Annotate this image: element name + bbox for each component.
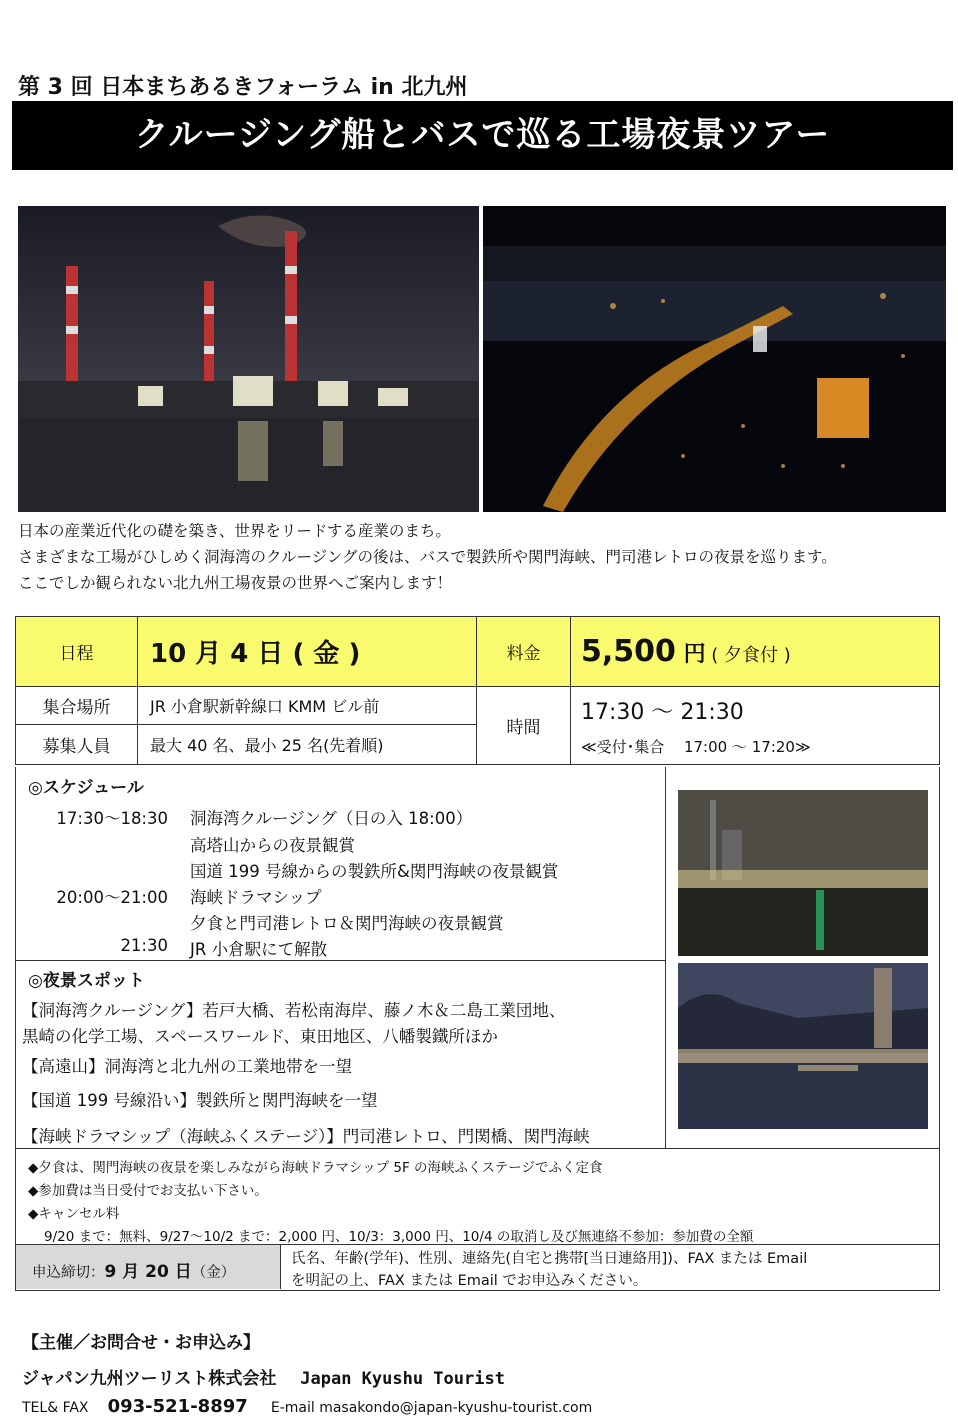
spots-line: 黒崎の化学工場、スペースワールド、東田地区、八幡製鐵所ほか: [22, 1027, 498, 1046]
time-value: 17:30 ～ 21:30: [581, 699, 744, 725]
schedule-item: 高塔山からの夜景観賞: [190, 836, 355, 855]
time-label: 時間: [477, 687, 571, 765]
capacity-value: 最大 40 名、最小 25 名(先着順): [138, 725, 477, 765]
schedule-divider: [665, 767, 666, 1149]
tour-title-banner: クルージング船とバスで巡る工場夜景ツアー: [12, 101, 953, 170]
company-name-ja: ジャパン九州ツーリスト株式会社: [22, 1369, 277, 1389]
note-dinner: ◆夕食は、関門海峡の夜景を楽しみながら海峡ドラマシップ 5F の海峡ふくステージでふく定食: [28, 1160, 603, 1176]
tel-label: TEL& FAX: [22, 1400, 89, 1416]
intro-line-3: ここでしか観られない北九州工場夜景の世界へご案内します！: [18, 574, 453, 592]
company-name: [22, 1364, 505, 1389]
mojiko-retro-night-photo: [678, 963, 928, 1129]
spots-line: 【高遠山】洞海湾と北九州の工業地帯を一望: [22, 1057, 352, 1076]
schedule-time: 17:30～18:30: [56, 809, 168, 828]
fee-note: ( 夕食付 ): [705, 645, 791, 666]
deadline-day: （金）: [191, 1265, 236, 1281]
intro-line-2: さまざまな工場がひしめく洞海湾のクルージングの後は、バスで製鉄所や関門海峡、門司港レトロの夜景を巡ります。: [18, 548, 837, 566]
deadline: [32, 1257, 235, 1282]
schedule-time: 20:00～21:00: [56, 888, 168, 907]
fee-label: 料金: [477, 617, 571, 687]
sponsor-heading: 【主催／お問合せ・お申込み】: [22, 1333, 260, 1353]
place-value: JR 小倉駅新幹線口 KMM ビル前: [138, 687, 477, 725]
application-instructions-2: を明記の上、FAX または Email でお申込みください。: [291, 1273, 648, 1289]
schedule-time: 21:30: [120, 936, 168, 955]
forum-heading: 第 3 回 日本まちあるきフォーラム in 北九州: [18, 75, 468, 100]
note-payment: ◆参加費は当日受付でお支払い下さい。: [28, 1183, 268, 1199]
fee-value: [571, 617, 940, 687]
company-name-en: Japan Kyushu Tourist: [300, 1369, 505, 1389]
time-note: ≪受付･集合 17:00 ～ 17:20≫: [581, 737, 811, 756]
fee-unit: 円: [675, 642, 706, 667]
tel-number: 093-521-8897: [107, 1396, 248, 1417]
schedule-item: 海峡ドラマシップ: [190, 888, 322, 907]
night-city-view-photo: [483, 206, 946, 512]
intro-line-1: 日本の産業近代化の礎を築き、世界をリードする産業のまち。: [18, 522, 451, 540]
spots-divider: [15, 960, 665, 961]
email-address: E-mail masakondo@japan-kyushu-tourist.com: [270, 1400, 593, 1416]
factory-chimneys-photo: [18, 206, 479, 512]
capacity-label: 募集人員: [16, 725, 138, 765]
steelworks-night-photo: [678, 790, 928, 956]
note-cancel-fees: 9/20 まで：無料、9/27～10/2 まで：2,000 円、10/3：3,000 円、10/4 の取消し及び無連絡不参加：参加費の全額: [44, 1229, 754, 1245]
schedule-item: 洞海湾クルージング（日の入 18:00）: [190, 809, 473, 828]
fee-amount: 5,500: [581, 634, 676, 669]
note-cancel-heading: ◆キャンセル料: [28, 1206, 120, 1222]
schedule-item: 夕食と門司港レトロ＆関門海峡の夜景観賞: [190, 914, 504, 933]
deadline-label: 申込締切：: [32, 1265, 105, 1281]
spots-line: 【洞海湾クルージング】若戸大橋、若松南海岸、藤ノ木＆二島工業団地、: [22, 1001, 566, 1020]
schedule-heading: ◎スケジュール: [28, 778, 144, 798]
spots-line: 【海峡ドラマシップ（海峡ふくステージ）】門司港レトロ、門関橋、関門海峡: [22, 1127, 590, 1146]
info-table: [15, 616, 940, 765]
spots-heading: ◎夜景スポット: [28, 971, 145, 991]
date-label: 日程: [16, 617, 138, 687]
schedule-item: 国道 199 号線からの製鉄所&関門海峡の夜景観賞: [190, 862, 559, 881]
spots-line: 【国道 199 号線沿い】製鉄所と関門海峡を一望: [22, 1091, 378, 1110]
contact-line: [22, 1396, 592, 1417]
deadline-date: 9 月 20 日: [104, 1262, 192, 1282]
date-value: 10 月 4 日 ( 金 ): [138, 617, 477, 687]
place-label: 集合場所: [16, 687, 138, 725]
schedule-item: JR 小倉駅にて解散: [190, 940, 328, 959]
application-instructions-1: 氏名、年齢(学年)、性別、連絡先(自宅と携帯[当日連絡用])、FAX または Email: [291, 1251, 808, 1267]
